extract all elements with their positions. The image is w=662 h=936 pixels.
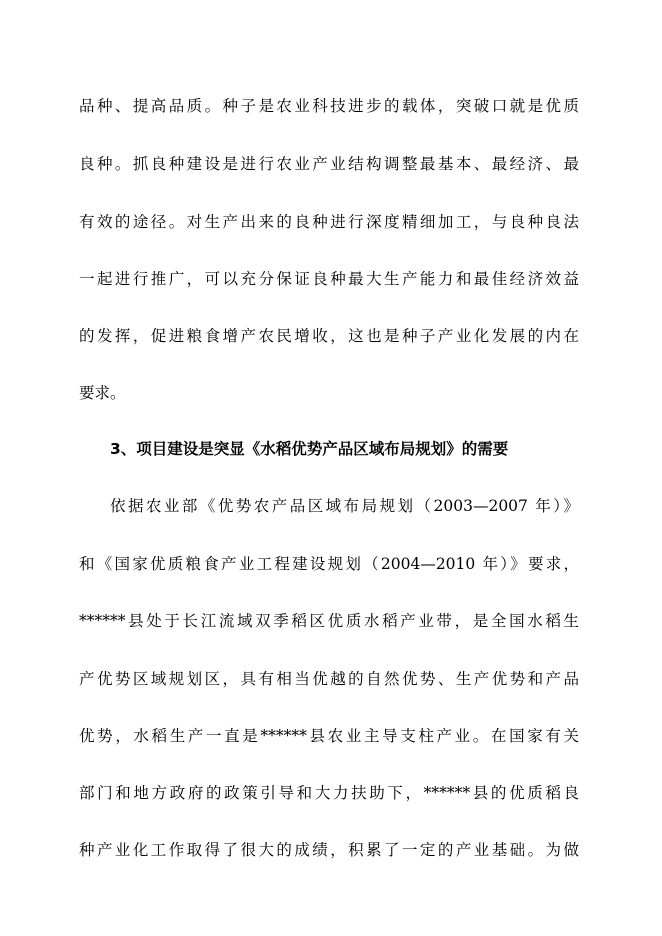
paragraph-line: 要求。 [79, 384, 126, 402]
paragraph-line: 优势，水稻生产一直是******县农业主导支柱产业。在国家有关 [79, 727, 579, 745]
paragraph-line: 依据农业部《优势农产品区域布局规划（2003—2007 年）》 [110, 497, 579, 515]
paragraph-line: 的发挥，促进粮食增产农民增收，这也是种子产业化发展的内在 [79, 327, 579, 345]
paragraph-line: ******县处于长江流域双季稻区优质水稻产业带，是全国水稻生 [79, 612, 579, 630]
paragraph-line: 一起进行推广，可以充分保证良种最大生产能力和最佳经济效益 [79, 270, 579, 288]
paragraph-line: 部门和地方政府的政策引导和大力扶助下，******县的优质稻良 [79, 784, 579, 802]
paragraph-line: 产优势区域规划区，具有相当优越的自然优势、生产优势和产品 [79, 670, 579, 688]
paragraph-line: 种产业化工作取得了很大的成绩，积累了一定的产业基础。为做 [79, 841, 579, 859]
paragraph-line: 和《国家优质粮食产业工程建设规划（2004—2010 年）》要求， [79, 555, 579, 573]
paragraph-line: 良种。抓良种建设是进行农业产业结构调整最基本、最经济、最 [79, 155, 579, 173]
paragraph-line: 有效的途径。对生产出来的良种进行深度精细加工，与良种良法 [79, 213, 579, 231]
section-heading: 3、项目建设是突显《水稻优势产品区域布局规划》的需要 [110, 440, 509, 458]
paragraph-line: 品种、提高品质。种子是农业科技进步的载体，突破口就是优质 [79, 97, 579, 115]
